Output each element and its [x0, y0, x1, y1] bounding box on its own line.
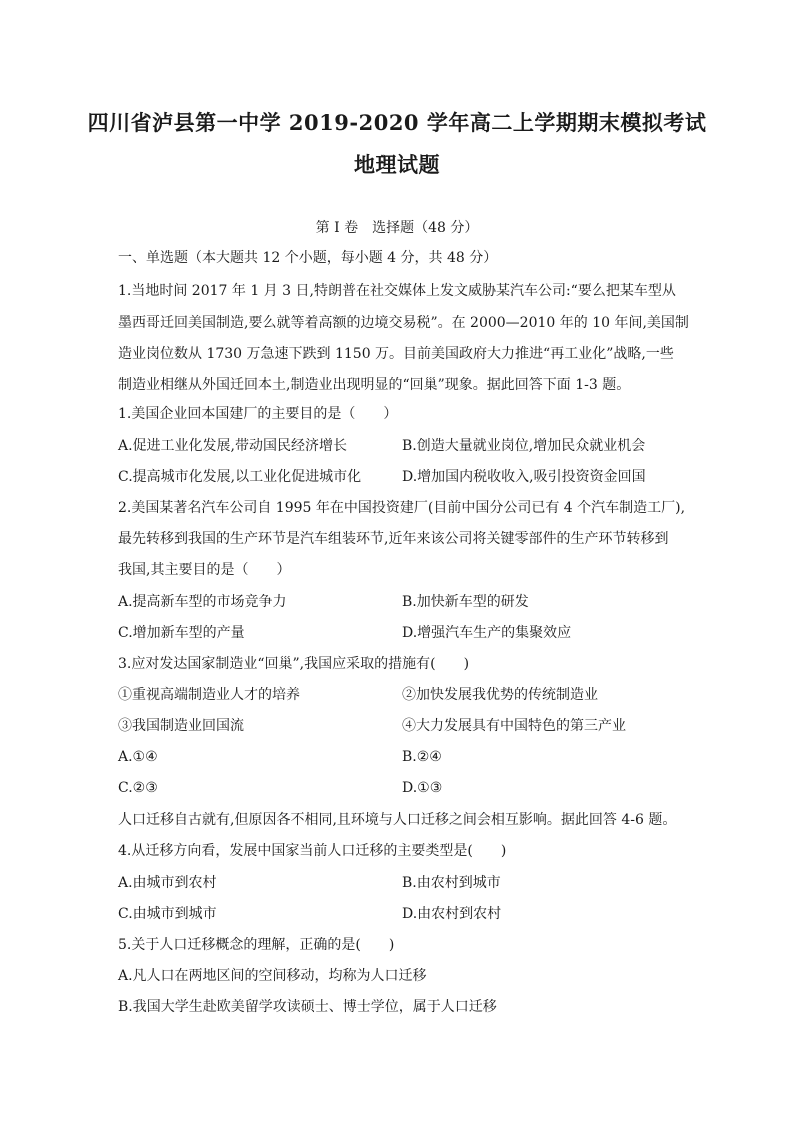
q4-option-d: D.由农村到农村 [402, 906, 502, 922]
q4-option-c: C.由城市到城市 [118, 906, 217, 922]
q1-option-a: A.促进工业化发展,带动国民经济增长 [118, 438, 348, 454]
q2-line2: 最先转移到我国的生产环节是汽车组装环节,近年来该公司将关键零部件的生产环节转移到 [118, 531, 669, 547]
q2-line3: 我国,其主要目的是（ ） [118, 562, 291, 578]
q3-statement-2: ②加快发展我优势的传统制造业 [402, 687, 598, 703]
q1-option-c: C.提高城市化发展,以工业化促进城市化 [118, 469, 362, 485]
q2-option-d: D.增强汽车生产的集聚效应 [402, 625, 572, 641]
q1-stem: 1.美国企业回本国建厂的主要目的是（ ） [118, 406, 398, 422]
q4-stem: 4.从迁移方向看，发展中国家当前人口迁移的主要类型是( ) [118, 843, 507, 859]
q3-statement-1: ①重视高端制造业人才的培养 [118, 687, 300, 703]
q3-option-b: B.②④ [402, 749, 442, 765]
passage1-line3: 造业岗位数从 1730 万急速下跌到 1150 万。目前美国政府大力推进“再工业化”战略,一些 [118, 346, 674, 362]
passage1-line4: 制造业相继从外国迁回本土,制造业出现明显的“回巢”现象。据此回答下面 1-3 题。 [118, 377, 631, 393]
q2-option-a: A.提高新车型的市场竞争力 [118, 594, 287, 610]
section-heading: 第 I 卷 选择题（48 分） [315, 220, 479, 236]
q2-line1: 2.美国某著名汽车公司自 1995 年在中国投资建厂(目前中国分公司已有 4 个汽车制造工厂), [118, 500, 686, 516]
section-instructions: 一、单选题（本大题共 12 个小题，每小题 4 分，共 48 分） [118, 250, 498, 266]
exam-title: 四川省泸县第一中学 2019-2020 学年高二上学期期末模拟考试 [87, 110, 707, 135]
q3-option-c: C.②③ [118, 780, 158, 796]
q5-option-b: B.我国大学生赴欧美留学攻读硕士、博士学位，属于人口迁移 [118, 999, 497, 1015]
q4-option-a: A.由城市到农村 [118, 875, 217, 891]
q3-option-a: A.①④ [118, 749, 158, 765]
q1-option-d: D.增加国内税收收入,吸引投资资金回国 [402, 469, 646, 485]
passage1-line1: 1.当地时间 2017 年 1 月 3 日,特朗普在社交媒体上发文威胁某汽车公司:“要么把某车型从 [118, 283, 676, 299]
q2-option-c: C.增加新车型的产量 [118, 625, 245, 641]
q1-option-b: B.创造大量就业岗位,增加民众就业机会 [402, 438, 646, 454]
passage2-line1: 人口迁移自古就有,但原因各不相同,且环境与人口迁移之间会相互影响。据此回答 4-6 题。 [118, 812, 677, 828]
q5-stem: 5.关于人口迁移概念的理解，正确的是( ) [118, 937, 395, 953]
q5-option-a: A.凡人口在两地区间的空间移动，均称为人口迁移 [118, 968, 427, 984]
q3-statement-3: ③我国制造业回国流 [118, 718, 244, 734]
passage1-line2: 墨西哥迁回美国制造,要么就等着高额的边境交易税”。在 2000—2010 年的 10 年间,美国制 [118, 315, 689, 331]
q4-option-b: B.由农村到城市 [402, 875, 501, 891]
q2-option-b: B.加快新车型的研发 [402, 594, 529, 610]
q3-stem: 3.应对发达国家制造业“回巢”,我国应采取的措施有( ) [118, 656, 470, 672]
q3-option-d: D.①③ [402, 780, 443, 796]
exam-subtitle: 地理试题 [354, 152, 440, 177]
q3-statement-4: ④大力发展具有中国特色的第三产业 [402, 718, 626, 734]
